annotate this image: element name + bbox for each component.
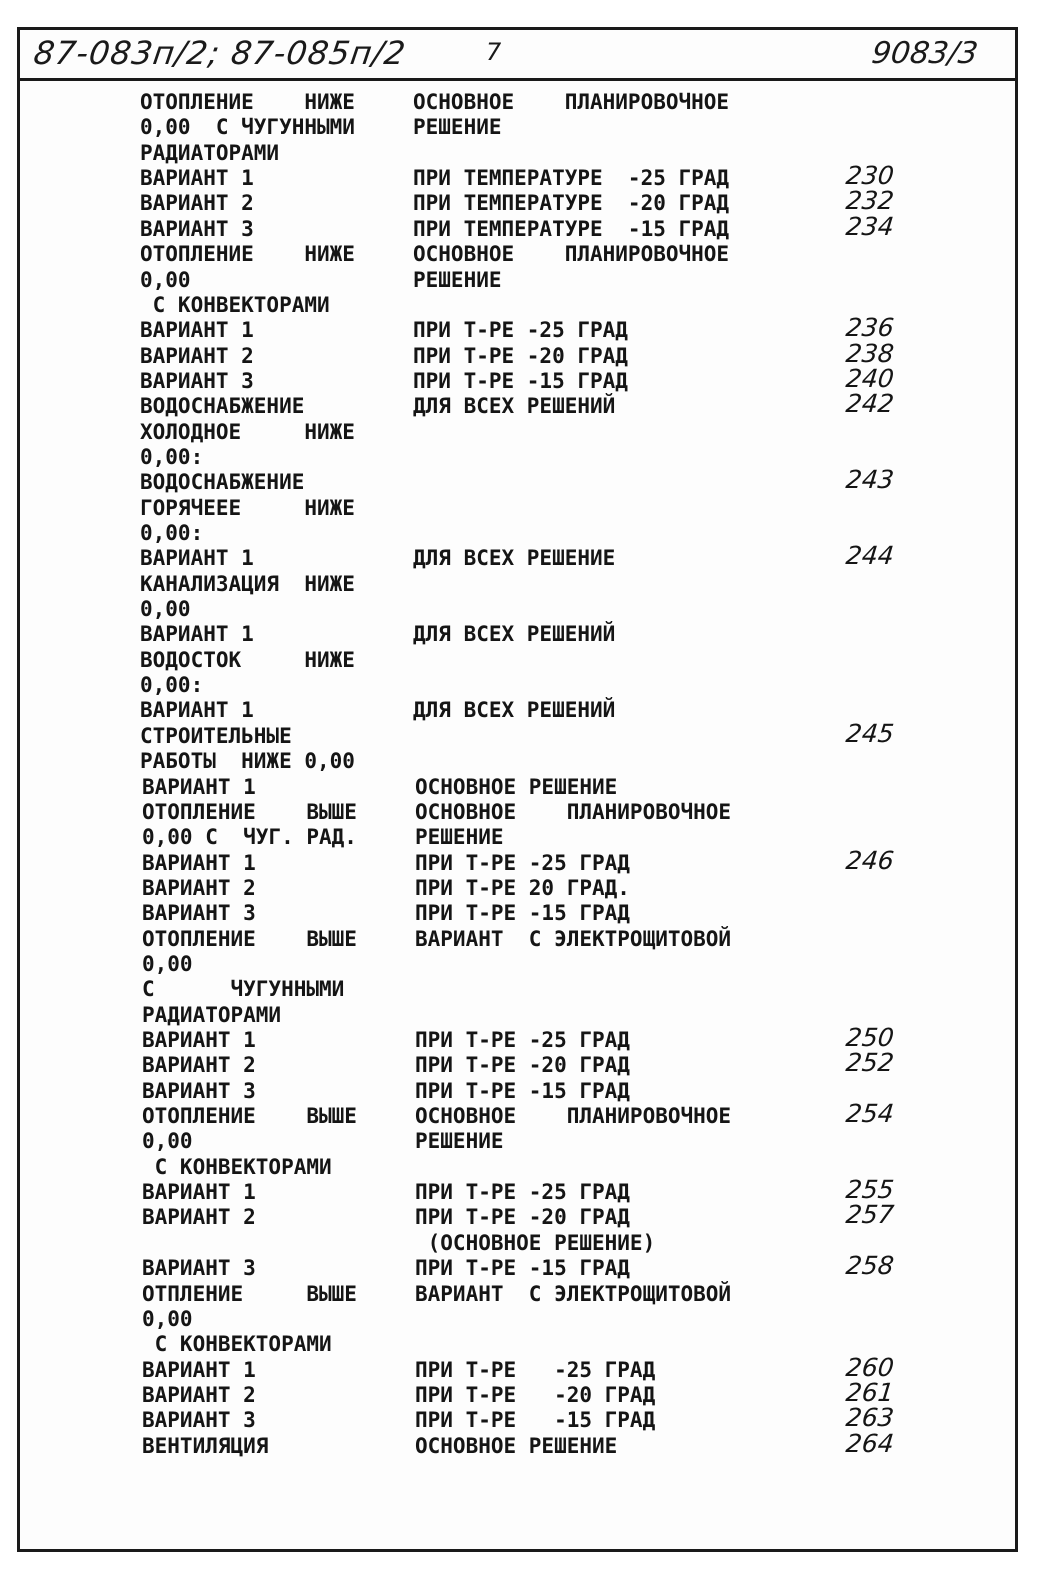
page-number: 255	[844, 1175, 896, 1204]
table-row	[0, 389, 1039, 419]
section-label: ВАРИАНТ 1	[140, 318, 254, 343]
solution-description: ОСНОВНОЕ ПЛАНИРОВОЧНОЕ	[413, 90, 730, 114]
section-label: ОТПЛЕНИЕ ВЫШЕ	[142, 1281, 357, 1306]
section-label: ОТОПЛЕНИЕ НИЖЕ	[140, 242, 355, 267]
solution-description: ПРИ Т-РЕ 20 ГРАД.	[415, 875, 630, 900]
section-label: ВАРИАНТ 1	[140, 622, 254, 647]
section-label: ВАРИАНТ 1	[142, 1180, 256, 1204]
section-label: ВАРИАНТ 3	[142, 1078, 256, 1103]
table-row	[0, 541, 1039, 571]
solution-description: РЕШЕНИЕ	[415, 1129, 504, 1154]
section-label: РАДИАТОРАМИ	[140, 140, 280, 165]
section-label: ХОЛОДНОЕ НИЖЕ	[140, 419, 355, 444]
solution-description: ПРИ Т-РЕ -25 ГРАД	[415, 1028, 630, 1052]
table-row	[0, 495, 1039, 521]
page-number: 238	[844, 338, 896, 368]
table-row	[0, 845, 1039, 876]
section-label: ВАРИАНТ 2	[142, 1053, 256, 1078]
page-number: 242	[844, 389, 896, 419]
page-number: 240	[844, 363, 896, 393]
table-row	[0, 672, 1039, 698]
section-label: С ЧУГУННЫМИ	[142, 977, 345, 1002]
section-label: ОТОПЛЕНИЕ ВЫШЕ	[142, 1104, 357, 1128]
table-row	[0, 718, 1039, 749]
page-number: 263	[844, 1403, 896, 1433]
section-label: РАБОТЫ НИЖЕ 0,00	[140, 749, 355, 774]
table-row	[0, 926, 1039, 952]
section-label: ОТОПЛЕНИЕ ВЫШЕ	[142, 799, 357, 824]
document-number: 9083/3	[869, 36, 981, 71]
solution-description: ПРИ ТЕМПЕРАТУРЕ -20 ГРАД	[413, 191, 730, 216]
table-row	[0, 875, 1039, 901]
table-row	[0, 465, 1039, 495]
section-label: ВАРИАНТ 1	[142, 1357, 256, 1382]
solution-description: ПРИ Т-РЕ -20 ГРАД	[415, 1382, 656, 1407]
solution-description: ПРИ Т-РЕ -15 ГРАД	[415, 1078, 630, 1103]
solution-description: ОСНОВНОЕ РЕШЕНИЕ	[415, 774, 618, 799]
section-label: ВАРИАНТ 1	[142, 1028, 256, 1052]
section-label: 0,00 С ЧУГ. РАД.	[142, 825, 357, 850]
page-number: 245	[844, 718, 896, 748]
table-row	[0, 1306, 1039, 1332]
section-label: СТРОИТЕЛЬНЫЕ	[140, 723, 292, 748]
solution-description: ОСНОВНОЕ ПЛАНИРОВОЧНОЕ	[415, 1104, 732, 1128]
solution-description: ПРИ Т-РЕ -25 ГРАД	[415, 850, 630, 875]
section-label: ВОДОСТОК НИЖЕ	[140, 647, 355, 672]
table-row	[0, 1428, 1039, 1459]
section-label: РАДИАТОРАМИ	[142, 1002, 282, 1027]
section-label: ВАРИАНТ 3	[142, 1256, 256, 1281]
table-row	[0, 241, 1039, 267]
table-row	[0, 900, 1039, 926]
solution-description: ПРИ Т-РЕ -20 ГРАД	[413, 343, 628, 368]
table-row	[0, 951, 1039, 977]
section-label: 0,00	[142, 1129, 193, 1154]
page-number: 260	[844, 1352, 896, 1382]
section-label: ОТОПЛЕНИЕ ВЫШЕ	[142, 926, 357, 951]
section-label: ВОДОСНАБЖЕНИЕ	[140, 470, 305, 495]
table-row	[0, 211, 1039, 242]
section-label: ВАРИАНТ 1	[140, 546, 254, 571]
solution-description: ОСНОВНОЕ ПЛАНИРОВОЧНОЕ	[415, 799, 732, 824]
solution-description: ДЛЯ ВСЕХ РЕШЕНИЙ	[413, 394, 616, 419]
solution-description: ПРИ Т-РЕ -20 ГРАД	[415, 1053, 630, 1078]
page-number: 252	[844, 1048, 896, 1078]
section-label: 0,00	[142, 951, 193, 976]
page-number: 236	[844, 313, 896, 343]
solution-description: ВАРИАНТ С ЭЛЕКТРОЩИТОВОЙ	[415, 1281, 732, 1306]
table-row	[0, 596, 1039, 622]
table-row	[0, 799, 1039, 825]
page-number: 234	[844, 211, 896, 241]
solution-description: ПРИ Т-РЕ -25 ГРАД	[415, 1357, 656, 1382]
section-label: ВАРИАНТ 3	[142, 1408, 256, 1433]
section-label: 0,00	[140, 267, 191, 292]
table-row	[0, 774, 1039, 800]
section-label: ВАРИАНТ 3	[140, 216, 254, 241]
page-number: 243	[844, 465, 896, 495]
solution-description: ДЛЯ ВСЕХ РЕШЕНИЕ	[413, 546, 616, 571]
table-row	[0, 1281, 1039, 1307]
solution-description: РЕШЕНИЕ	[413, 115, 502, 140]
table-row	[0, 419, 1039, 445]
solution-description: ДЛЯ ВСЕХ РЕШЕНИЙ	[413, 622, 616, 647]
solution-description: ПРИ Т-РЕ -15 ГРАД	[415, 901, 630, 926]
section-label: 0,00:	[140, 521, 204, 545]
solution-description: РЕШЕНИЕ	[415, 825, 504, 850]
section-label: 0,00 С ЧУГУННЫМИ	[140, 115, 355, 140]
table-row	[0, 1099, 1039, 1129]
table-row	[0, 647, 1039, 673]
page-number: 261	[844, 1377, 896, 1407]
solution-description: ПРИ ТЕМПЕРАТУРЕ -15 ГРАД	[413, 216, 730, 241]
page-number: 232	[844, 186, 896, 216]
solution-description: ПРИ Т-РЕ -15 ГРАД	[413, 368, 628, 393]
page-number: 250	[844, 1023, 896, 1052]
solution-description: ПРИ Т-РЕ -15 ГРАД	[415, 1408, 656, 1433]
page-number: 244	[844, 541, 896, 571]
page-number: 264	[844, 1428, 896, 1458]
section-label: ВЕНТИЛЯЦИЯ	[142, 1433, 269, 1458]
section-label: С КОНВЕКТОРАМИ	[142, 1332, 332, 1357]
section-label: 0,00	[142, 1306, 193, 1331]
solution-description: ДЛЯ ВСЕХ РЕШЕНИЙ	[413, 698, 616, 723]
section-label: ВАРИАНТ 1	[140, 698, 254, 723]
page-number: 254	[844, 1099, 896, 1128]
table-row	[0, 114, 1039, 140]
table-row	[0, 1128, 1039, 1154]
table-row	[0, 89, 1039, 115]
table-row	[0, 1048, 1039, 1078]
section-label: ВАРИАНТ 3	[140, 368, 254, 393]
section-label: ВАРИАНТ 2	[142, 1205, 256, 1230]
page-number: 258	[844, 1251, 896, 1281]
section-label: ГОРЯЧЕЕЕ НИЖЕ	[140, 495, 355, 520]
solution-description: ВАРИАНТ С ЭЛЕКТРОЩИТОВОЙ	[415, 926, 732, 951]
solution-description: ПРИ ТЕМПЕРАТУРЕ -25 ГРАД	[413, 166, 730, 191]
table-row	[0, 748, 1039, 774]
section-label: ОТОПЛЕНИЕ НИЖЕ	[140, 90, 355, 114]
solution-description: ПРИ Т-РЕ -25 ГРАД	[415, 1180, 630, 1204]
section-label: ВАРИАНТ 2	[142, 875, 256, 900]
solution-description: ОСНОВНОЕ РЕШЕНИЕ	[415, 1433, 618, 1458]
section-label: 0,00:	[140, 444, 204, 469]
section-label: ВАРИАНТ 1	[140, 166, 254, 191]
table-row	[0, 1200, 1039, 1230]
section-label: ВАРИАНТ 1	[142, 774, 256, 799]
table-row	[0, 976, 1039, 1002]
solution-description: ПРИ Т-РЕ -25 ГРАД	[413, 318, 628, 343]
section-label: 0,00	[140, 597, 191, 621]
page-number: 257	[844, 1200, 896, 1230]
page-number: 230	[844, 161, 896, 191]
section-label: С КОНВЕКТОРАМИ	[142, 1154, 332, 1179]
project-code: 87-083п/2; 87-085п/2	[31, 34, 409, 72]
solution-description: ОСНОВНОЕ ПЛАНИРОВОЧНОЕ	[413, 242, 730, 267]
section-label: ВАРИАНТ 2	[142, 1382, 256, 1407]
table-row	[0, 1251, 1039, 1281]
section-label: ВАРИАНТ 3	[142, 901, 256, 926]
solution-description: ПРИ Т-РЕ -15 ГРАД	[415, 1256, 630, 1281]
section-label: ВАРИАНТ 1	[142, 850, 256, 875]
page-number: 246	[844, 845, 896, 875]
section-label: КАНАЛИЗАЦИЯ НИЖЕ	[140, 571, 355, 596]
section-label: ВАРИАНТ 2	[140, 343, 254, 368]
section-label: ВОДОСНАБЖЕНИЕ	[140, 394, 305, 419]
section-label: С КОНВЕКТОРАМИ	[140, 292, 330, 317]
header-separator	[17, 78, 1018, 81]
section-label: ВАРИАНТ 2	[140, 191, 254, 216]
table-row	[0, 571, 1039, 597]
solution-description: (ОСНОВНОЕ РЕШЕНИЕ)	[415, 1230, 656, 1255]
section-label: 0,00:	[140, 673, 204, 698]
solution-description: РЕШЕНИЕ	[413, 267, 502, 292]
table-row	[0, 267, 1039, 293]
table-row	[0, 621, 1039, 647]
solution-description: ПРИ Т-РЕ -20 ГРАД	[415, 1205, 630, 1230]
sheet-number: 7	[486, 38, 502, 66]
